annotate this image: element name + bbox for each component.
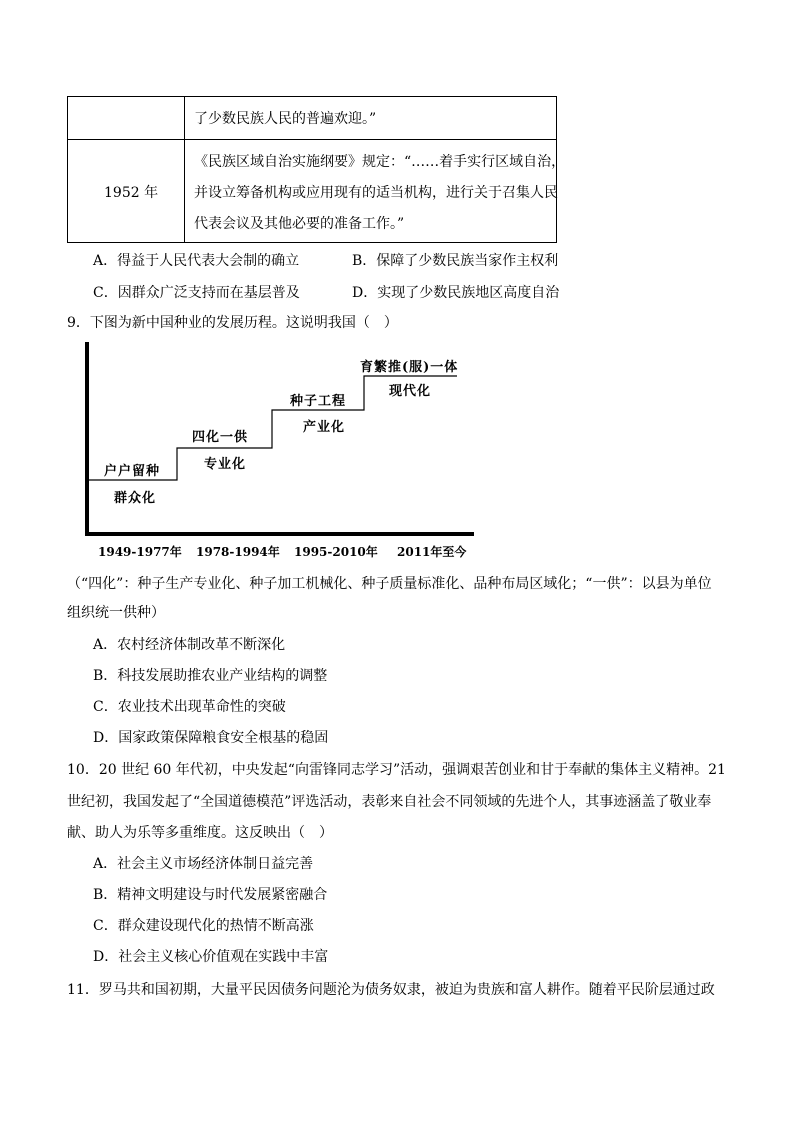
q8-option-b[interactable]: B．保障了少数民族当家作主权利 bbox=[352, 253, 559, 269]
q9-option-d[interactable]: D．国家政策保障粮食安全根基的稳固 bbox=[93, 730, 329, 746]
stage-4-bottom-label: 现代化 bbox=[389, 384, 432, 399]
table-row2-line: 代表会议及其他必要的准备工作。” bbox=[194, 216, 405, 232]
stage-1-bottom-label: 群众化 bbox=[114, 491, 157, 506]
x-tick-label: 1995-2010年 bbox=[294, 545, 378, 559]
q10-stem-line: 10．20 世纪 60 年代初，中央发起“向雷锋同志学习”活动，强调艰苦创业和甘于奉献的集体主义精神。21 bbox=[67, 762, 726, 778]
table-row1-content: 了少数民族人民的普遍欢迎。” bbox=[194, 111, 377, 127]
stage-3-top-label: 种子工程 bbox=[290, 394, 347, 409]
q10-option-b[interactable]: B．精神文明建设与时代发展紧密融合 bbox=[93, 887, 328, 903]
q9-note-line: 组织统一供种） bbox=[67, 605, 165, 621]
stage-2-bottom-label: 专业化 bbox=[204, 457, 247, 472]
q10-option-d[interactable]: D．社会主义核心价值观在实践中丰富 bbox=[93, 949, 329, 965]
table-row-divider bbox=[68, 139, 556, 140]
q10-stem-line: 献、助人为乐等多重维度。这反映出（ ） bbox=[67, 825, 333, 841]
q10-stem-line: 世纪初，我国发起了“全国道德模范”评选活动，表彰来自社会不同领域的先进个人，其事迹涵盖了敬业奉 bbox=[67, 794, 712, 810]
table-column-divider bbox=[184, 97, 185, 242]
stage-2-top-label: 四化一供 bbox=[192, 430, 249, 445]
table-row2-line: 并设立筹备机构或应用现有的适当机构，进行关于召集人民 bbox=[194, 185, 558, 201]
stage-4-top-label: 育繁推(服)一体 bbox=[360, 360, 459, 375]
q10-option-c[interactable]: C．群众建设现代化的热情不断高涨 bbox=[93, 918, 314, 934]
q9-stem: 9．下图为新中国种业的发展历程。这说明我国（ ） bbox=[67, 315, 398, 331]
table-row2-line: 《民族区域自治实施纲要》规定：“……着手实行区域自治， bbox=[194, 154, 566, 170]
q9-option-b[interactable]: B．科技发展助推农业产业结构的调整 bbox=[93, 668, 328, 684]
table-row2-year: 1952 年 bbox=[104, 185, 159, 201]
q11-stem-line: 11．罗马共和国初期，大量平民因债务问题沦为债务奴隶，被迫为贵族和富人耕作。随着平民阶层通过政 bbox=[67, 982, 715, 998]
x-tick-label: 1949-1977年 bbox=[98, 545, 182, 559]
stage-3-bottom-label: 产业化 bbox=[303, 420, 346, 435]
history-table bbox=[67, 96, 566, 243]
x-tick-label: 1978-1994年 bbox=[196, 545, 280, 559]
q9-option-c[interactable]: C．农业技术出现革命性的突破 bbox=[93, 699, 286, 715]
q10-option-a[interactable]: A．社会主义市场经济体制日益完善 bbox=[93, 856, 314, 872]
seed-industry-chart bbox=[84, 340, 484, 559]
q8-option-a[interactable]: A．得益于人民代表大会制的确立 bbox=[93, 253, 300, 269]
x-tick-label: 2011年至今 bbox=[397, 545, 467, 559]
q8-option-c[interactable]: C．因群众广泛支持而在基层普及 bbox=[93, 285, 300, 301]
q9-option-a[interactable]: A．农村经济体制改革不断深化 bbox=[93, 637, 286, 653]
q8-option-d[interactable]: D．实现了少数民族地区高度自治 bbox=[352, 285, 560, 301]
stage-1-top-label: 户户留种 bbox=[104, 464, 161, 479]
q9-note-line: （“四化”：种子生产专业化、种子加工机械化、种子质量标准化、品种布局区域化；“一供”：以县为单位 bbox=[67, 576, 712, 592]
